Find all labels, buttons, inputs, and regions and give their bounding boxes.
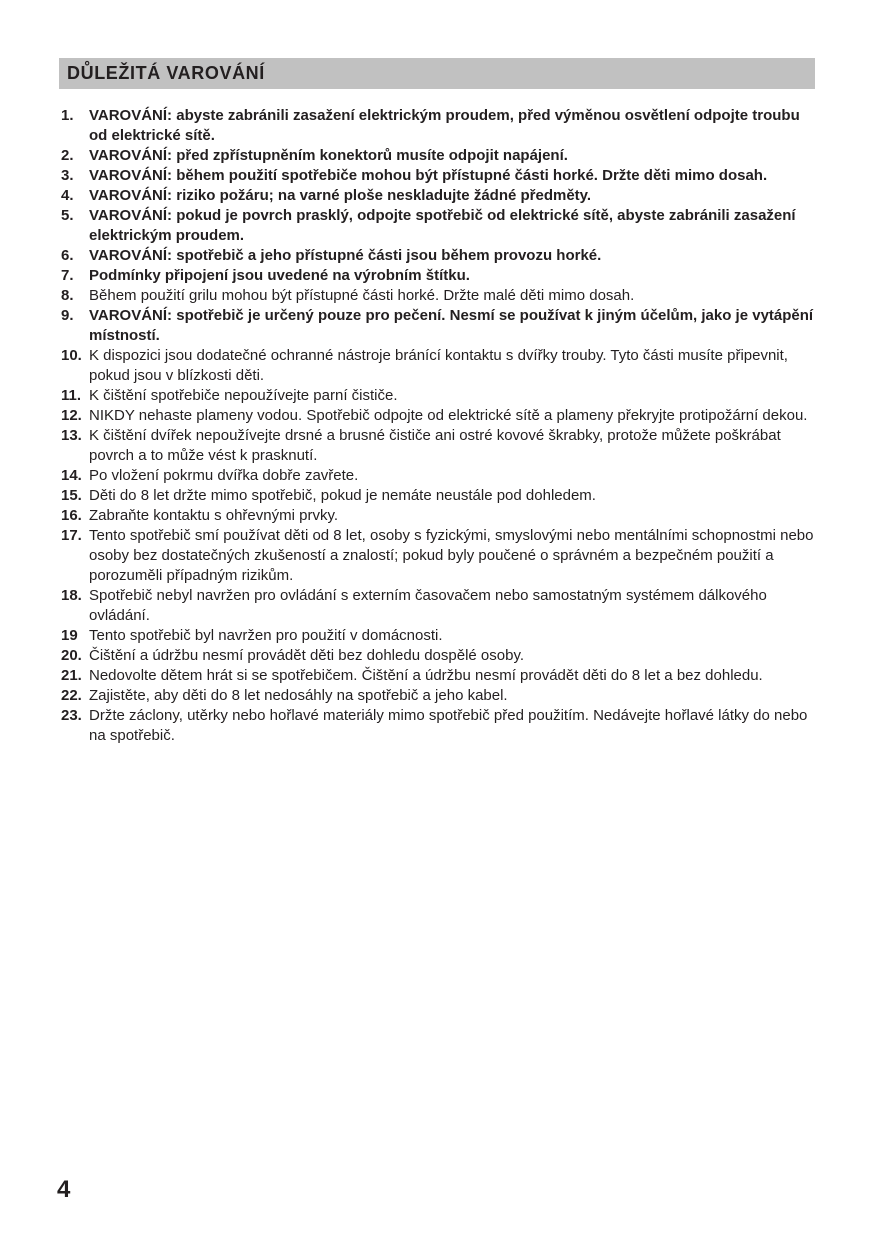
warning-body: Během použití grilu mohou být přístupné části horké. Držte malé děti mimo dosah. (89, 287, 635, 304)
warning-item (61, 166, 815, 186)
warning-number: 16. (61, 507, 82, 524)
warning-text (89, 346, 815, 386)
warning-number: 4. (61, 187, 74, 204)
warning-text (89, 426, 815, 466)
warning-number: 23. (61, 707, 82, 724)
warning-item (61, 666, 815, 686)
warning-body: Čištění a údržbu nesmí provádět děti bez dohledu dospělé osoby. (89, 647, 524, 664)
warning-item (61, 106, 815, 146)
warning-label: VAROVÁNÍ: (89, 147, 173, 164)
warning-number: 22. (61, 687, 82, 704)
warning-number: 13. (61, 427, 82, 444)
warning-item (61, 706, 815, 746)
warning-body: K dispozici jsou dodatečné ochranné nástroje bránící kontaktu s dvířky trouby. Tyto části musíte připevnit, pokud jsou v blízkosti děti. (89, 347, 788, 384)
warning-body: pokud je povrch prasklý, odpojte spotřebič od elektrické sítě, abyste zabránili zasažení elektrickým proudem. (89, 207, 796, 244)
warning-label: VAROVÁNÍ: (89, 187, 173, 204)
warning-text (89, 306, 815, 346)
warning-text (89, 146, 815, 166)
warning-number: 15. (61, 487, 82, 504)
warning-text (89, 686, 815, 706)
warning-item (61, 646, 815, 666)
warning-number: 1. (61, 107, 74, 124)
warning-body: Držte záclony, utěrky nebo hořlavé materiály mimo spotřebič před použitím. Nedávejte hořlavé látky do nebo na spotřebič. (89, 707, 808, 744)
warning-body: před zpřístupněním konektorů musíte odpojit napájení. (172, 147, 568, 164)
warning-item (61, 286, 815, 306)
warning-item (61, 206, 815, 246)
warning-number: 3. (61, 167, 74, 184)
warning-body: K čištění spotřebiče nepoužívejte parní čističe. (89, 387, 398, 404)
warning-text (89, 106, 815, 146)
warning-item (61, 486, 815, 506)
warning-list (61, 106, 815, 746)
warning-item (61, 426, 815, 466)
warning-text (89, 486, 815, 506)
warning-number: 6. (61, 247, 74, 264)
warning-label: VAROVÁNÍ: (89, 247, 173, 264)
warning-item (61, 626, 815, 646)
warning-body: Tento spotřebič smí používat děti od 8 let, osoby s fyzickými, smyslovými nebo mentálními schopnostmi nebo osoby bez dostatečných zkušeností a znalostí; pokud byly poučené o správném a bezpečném použití a porozuměli případným rizikům. (89, 527, 814, 584)
warning-body: Zajistěte, aby děti do 8 let nedosáhly na spotřebič a jeho kabel. (89, 687, 508, 704)
warning-body: Po vložení pokrmu dvířka dobře zavřete. (89, 467, 359, 484)
warning-body: Nedovolte dětem hrát si se spotřebičem. Čištění a údržbu nesmí provádět děti do 8 let a bez dohledu. (89, 667, 763, 684)
warning-number: 19 (61, 627, 78, 644)
warning-text (89, 666, 815, 686)
warning-item (61, 186, 815, 206)
warning-number: 14. (61, 467, 82, 484)
warning-number: 2. (61, 147, 74, 164)
warning-item (61, 386, 815, 406)
warning-text (89, 586, 815, 626)
warning-text (89, 246, 815, 266)
warning-number: 18. (61, 587, 82, 604)
warning-item (61, 146, 815, 166)
warning-text (89, 506, 815, 526)
warning-number: 5. (61, 207, 74, 224)
warning-number: 21. (61, 667, 82, 684)
warning-text (89, 266, 815, 286)
warning-item (61, 346, 815, 386)
warning-item (61, 246, 815, 266)
warning-label: VAROVÁNÍ: (89, 167, 173, 184)
section-header-bar (59, 58, 815, 89)
section-title: DŮLEŽITÁ VAROVÁNÍ (67, 63, 265, 83)
warning-text (89, 466, 815, 486)
warning-text (89, 646, 815, 666)
warning-item (61, 466, 815, 486)
warning-label: VAROVÁNÍ: (89, 207, 173, 224)
warning-item (61, 586, 815, 626)
page-number: 4 (57, 1176, 71, 1203)
warning-body: spotřebič a jeho přístupné části jsou během provozu horké. (172, 247, 602, 264)
warning-text (89, 626, 815, 646)
warning-number: 20. (61, 647, 82, 664)
warning-text (89, 166, 815, 186)
warning-body: NIKDY nehaste plameny vodou. Spotřebič odpojte od elektrické sítě a plameny překryjte protipožární dekou. (89, 407, 808, 424)
warning-body: K čištění dvířek nepoužívejte drsné a brusné čističe ani ostré kovové škrabky, protože můžete poškrábat povrch a to může vést k prasknutí. (89, 427, 781, 464)
warning-body: Podmínky připojení jsou uvedené na výrobním štítku. (89, 267, 470, 284)
warning-label: VAROVÁNÍ: (89, 107, 173, 124)
warning-item (61, 686, 815, 706)
warning-number: 9. (61, 307, 74, 324)
warning-body: během použití spotřebiče mohou být přístupné části horké. Držte děti mimo dosah. (172, 167, 768, 184)
warning-number: 17. (61, 527, 82, 544)
warning-text (89, 286, 815, 306)
warning-number: 8. (61, 287, 74, 304)
warning-body: spotřebič je určený pouze pro pečení. Nesmí se používat k jiným účelům, jako je vytápění místností. (89, 307, 814, 344)
warning-item (61, 306, 815, 346)
warning-text (89, 186, 815, 206)
warning-item (61, 506, 815, 526)
warning-item (61, 406, 815, 426)
warning-item (61, 266, 815, 286)
warning-text (89, 526, 815, 586)
warning-number: 10. (61, 347, 82, 364)
warning-number: 11. (61, 387, 82, 404)
warning-item (61, 526, 815, 586)
warning-body: riziko požáru; na varné ploše neskladujte žádné předměty. (172, 187, 592, 204)
warning-body: Děti do 8 let držte mimo spotřebič, pokud je nemáte neustále pod dohledem. (89, 487, 596, 504)
warning-body: abyste zabránili zasažení elektrickým proudem, před výměnou osvětlení odpojte troubu od elektrické sítě. (89, 107, 800, 144)
warning-text (89, 206, 815, 246)
warning-text (89, 706, 815, 746)
warning-number: 12. (61, 407, 82, 424)
warning-label: VAROVÁNÍ: (89, 307, 173, 324)
warning-body: Zabraňte kontaktu s ohřevnými prvky. (89, 507, 338, 524)
warning-body: Tento spotřebič byl navržen pro použití v domácnosti. (89, 627, 443, 644)
warning-text (89, 386, 815, 406)
warning-text (89, 406, 815, 426)
warning-number: 7. (61, 267, 74, 284)
warning-body: Spotřebič nebyl navržen pro ovládání s externím časovačem nebo samostatným systémem dálkového ovládání. (89, 587, 767, 624)
